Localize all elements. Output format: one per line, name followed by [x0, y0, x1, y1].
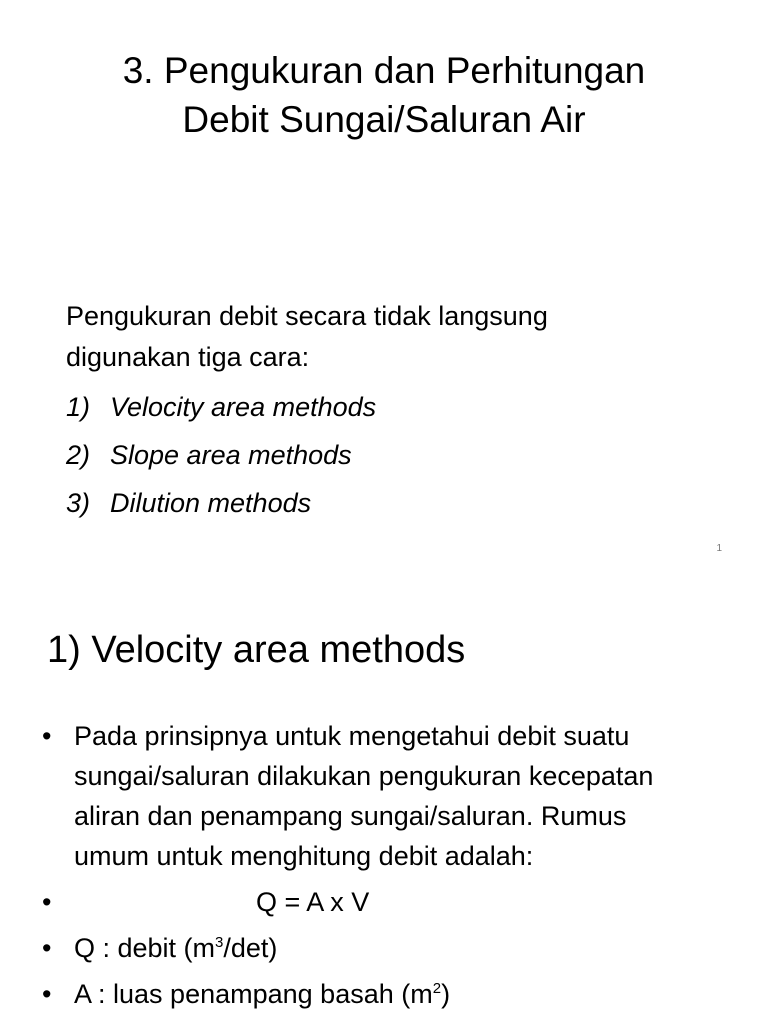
a-def-superscript: 2 [432, 980, 442, 997]
q-def-superscript: 3 [215, 934, 224, 951]
page-number: 1 [716, 543, 722, 554]
q-def-text: Q : debit (m [74, 933, 216, 963]
slide-1-body [66, 296, 746, 527]
a-definition [74, 974, 742, 1014]
slide-1-title [0, 46, 768, 144]
bullet-marker: • [42, 979, 52, 1009]
method-label: Velocity area methods [110, 392, 377, 422]
a-def-unit-end: ) [441, 979, 451, 1009]
intro-text [66, 296, 746, 378]
method-item [66, 431, 746, 479]
method-number: 2) [66, 440, 91, 470]
method-number: 1) [66, 392, 91, 422]
title-line-2: Debit Sungai/Saluran Air [182, 99, 586, 140]
method-number: 3) [66, 488, 91, 518]
paragraph-line: Pada prinsipnya untuk mengetahui debit suatu [74, 721, 630, 751]
paragraph-line: aliran dan penampang sungai/saluran. Rumus [74, 801, 627, 831]
slide-2-bullets [42, 716, 742, 1020]
intro-line-2: digunakan tiga cara: [66, 342, 310, 372]
bullet-item [42, 974, 742, 1014]
title-line-1: 3. Pengukuran dan Perhitungan [122, 50, 646, 91]
slide-2-title: 1) Velocity area methods [47, 629, 466, 671]
a-def-text: A : luas penampang basah (m [74, 979, 433, 1009]
bullet-item [42, 882, 742, 922]
method-label: Dilution methods [110, 488, 312, 518]
bullet-marker: • [42, 721, 52, 751]
bullet-marker: • [42, 887, 52, 917]
formula-text: Q = A x V [256, 887, 370, 917]
method-label: Slope area methods [110, 440, 352, 470]
method-item [66, 479, 746, 527]
bullet-paragraph [74, 716, 742, 876]
bullet-item [42, 928, 742, 968]
methods-list [66, 383, 746, 527]
paragraph-line: umum untuk menghitung debit adalah: [74, 841, 534, 871]
q-definition [74, 928, 742, 968]
method-item [66, 383, 746, 431]
bullet-marker: • [42, 933, 52, 963]
paragraph-line: sungai/saluran dilakukan pengukuran kecepatan [74, 761, 654, 791]
q-def-unit-end: /det) [223, 933, 278, 963]
intro-line-1: Pengukuran debit secara tidak langsung [66, 301, 548, 331]
bullet-item [42, 716, 742, 876]
